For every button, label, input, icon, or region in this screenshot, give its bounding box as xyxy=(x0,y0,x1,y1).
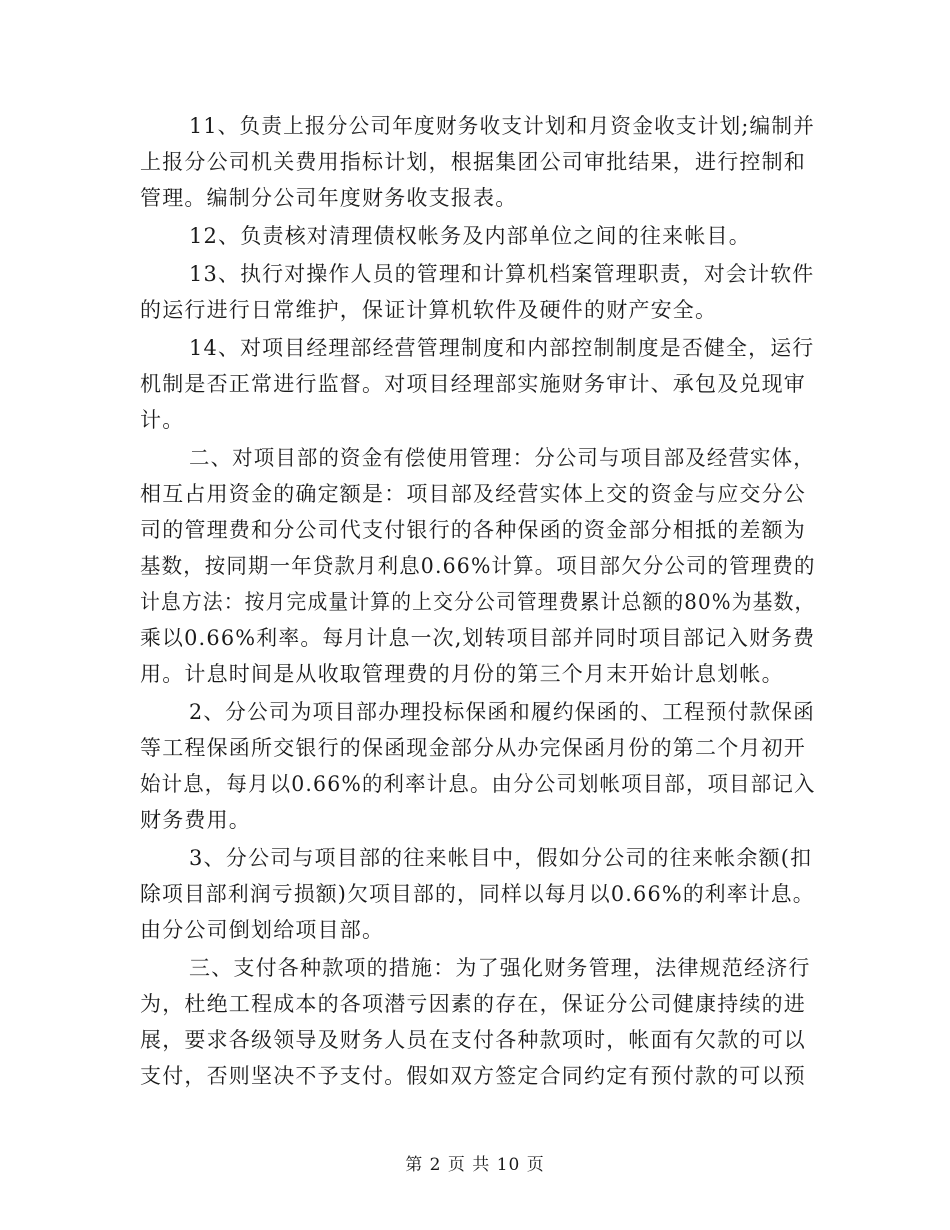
text-line: 支付，否则坚决不予支付。假如双方签定合同约定有预付款的可以预 xyxy=(140,1064,806,1088)
text-line: 基数，按同期一年贷款月利息0.66%计算。项目部欠分公司的管理费的 xyxy=(140,554,816,578)
text-line: 管理。编制分公司年度财务收支报表。 xyxy=(140,186,518,210)
text-line: 三、支付各种款项的措施：为了强化财务管理，法律规范经济行 xyxy=(189,956,811,980)
text-line: 14、对项目经理部经营管理制度和内部控制制度是否健全，运行 xyxy=(189,336,815,360)
text-line: 为，杜绝工程成本的各项潜亏因素的存在，保证分公司健康持续的进 xyxy=(140,992,806,1016)
text-line: 等工程保函所交银行的保函现金部分从办完保函月份的第二个月初开 xyxy=(140,736,806,760)
text-line: 除项目部利润亏损额)欠项目部的，同样以每月以0.66%的利率计息。 xyxy=(140,882,815,906)
text-line: 上报分公司机关费用指标计划，根据集团公司审批结果，进行控制和 xyxy=(140,150,806,174)
page-number-footer: 第 2 页 共 10 页 xyxy=(405,1155,545,1175)
text-line: 二、对项目部的资金有偿使用管理：分公司与项目部及经营实体， xyxy=(189,446,815,470)
text-line: 13、执行对操作人员的管理和计算机档案管理职责，对会计软件 xyxy=(189,262,815,286)
text-line: 相互占用资金的确定额是：项目部及经营实体上交的资金与应交分公 xyxy=(140,482,806,506)
text-line: 机制是否正常进行监督。对项目经理部实施财务审计、承包及兑现审 xyxy=(140,372,806,396)
text-line: 3、分公司与项目部的往来帐目中，假如分公司的往来帐余额(扣 xyxy=(189,846,813,870)
text-line: 的运行进行日常维护，保证计算机软件及硬件的财产安全。 xyxy=(140,298,718,322)
text-line: 2、分公司为项目部办理投标保函和履约保函的、工程预付款保函 xyxy=(189,700,815,724)
text-line: 始计息，每月以0.66%的利率计息。由分公司划帐项目部，项目部记入 xyxy=(140,772,816,796)
text-line: 12、负责核对清理债权帐务及内部单位之间的往来帐目。 xyxy=(189,224,751,248)
text-line: 用。计息时间是从收取管理费的月份的第三个月末开始计息划帐。 xyxy=(140,662,784,686)
text-line: 乘以0.66%利率。每月计息一次,划转项目部并同时项目部记入财务费 xyxy=(140,626,816,650)
text-line: 财务费用。 xyxy=(140,808,251,832)
text-line: 计。 xyxy=(140,408,185,432)
text-line: 司的管理费和分公司代支付银行的各种保函的资金部分相抵的差额为 xyxy=(140,518,806,542)
text-line: 11、负责上报分公司年度财务收支计划和月资金收支计划;编制并 xyxy=(189,114,815,138)
text-line: 计息方法：按月完成量计算的上交分公司管理费累计总额的80%为基数， xyxy=(140,590,816,614)
text-line: 由分公司倒划给项目部。 xyxy=(140,918,385,942)
text-line: 展，要求各级领导及财务人员在支付各种款项时，帐面有欠款的可以 xyxy=(140,1028,806,1052)
